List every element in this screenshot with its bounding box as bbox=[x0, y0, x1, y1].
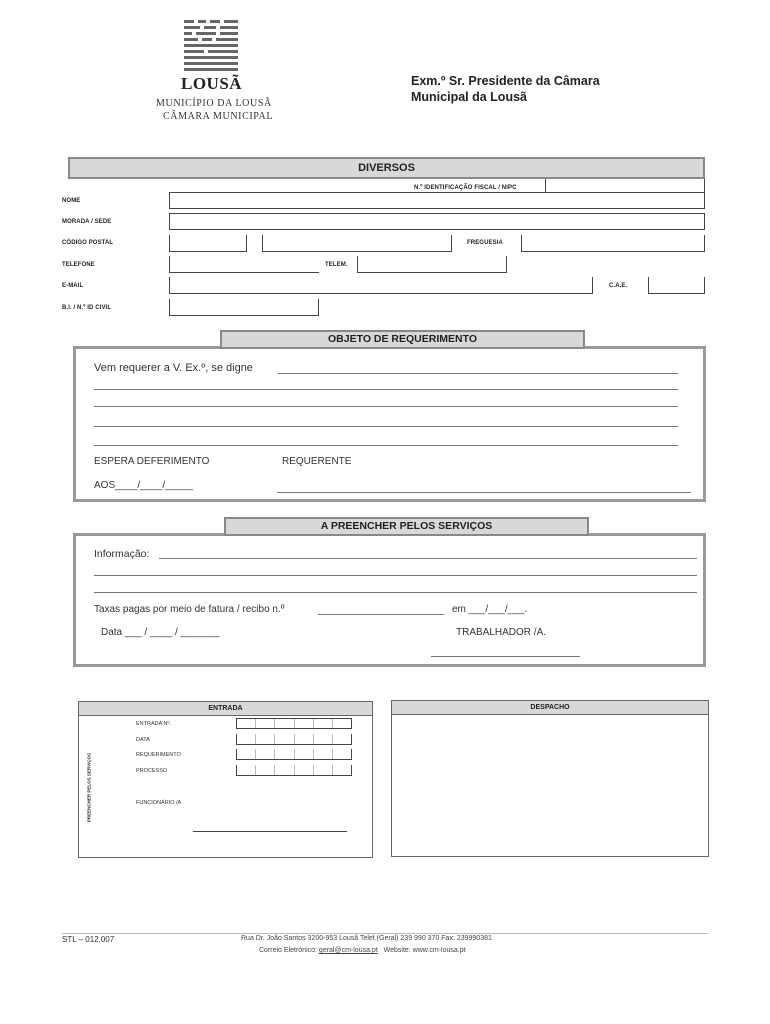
entrada-row-label-4: PROCESSO bbox=[136, 768, 168, 774]
entrada-cells-3[interactable] bbox=[236, 749, 352, 760]
funcionario-label: FUNCIONÁRIO /A bbox=[136, 800, 182, 806]
objeto-title: OBJETO DE REQUERIMENTO bbox=[220, 330, 585, 349]
footer-address: Rua Dr. João Santos 3200-953 Lousã Telef.(Geral) 239 990 370 Fax: 239990381 bbox=[241, 935, 492, 942]
funcionario-signature-line[interactable] bbox=[193, 831, 347, 832]
bi-label: B.I. / N.º ID CIVIL bbox=[62, 305, 112, 311]
addressee-line-1: Exm.º Sr. Presidente da Câmara bbox=[411, 74, 600, 88]
form-code: STL – 012.007 bbox=[62, 935, 115, 944]
morada-label: MORADA / SEDE bbox=[62, 219, 112, 225]
requerente-text: REQUERENTE bbox=[282, 456, 352, 467]
footer-email-link[interactable]: geral@cm-lousa.pt bbox=[318, 947, 378, 954]
requerimento-line-5[interactable] bbox=[94, 445, 678, 446]
recibo-line[interactable] bbox=[318, 614, 444, 615]
vem-requerer-text: Vem requerer a V. Ex.º, se digne bbox=[94, 362, 253, 374]
footer-divider bbox=[62, 933, 708, 934]
footer-email-prefix: Correio Eletrónico: bbox=[259, 947, 319, 954]
entrada-title: ENTRADA bbox=[79, 702, 372, 716]
entrada-side-label: PREENCHER PELOS SERVIÇOS bbox=[86, 752, 92, 823]
freguesia-label: FREGUESIA bbox=[467, 240, 503, 246]
despacho-title: DESPACHO bbox=[392, 701, 708, 715]
entrada-cells-2[interactable] bbox=[236, 734, 352, 745]
servicos-title: A PREENCHER PELOS SERVIÇOS bbox=[224, 517, 589, 536]
telefone-label: TELEFONE bbox=[62, 262, 95, 268]
aos-date-text[interactable]: AOS____/____/_____ bbox=[94, 480, 193, 491]
informacao-line-3[interactable] bbox=[94, 592, 697, 593]
em-date-text[interactable]: em ___/___/___. bbox=[452, 604, 528, 615]
informacao-line-1[interactable] bbox=[159, 558, 697, 559]
trabalhador-signature-line[interactable] bbox=[431, 656, 580, 657]
espera-deferimento-text: ESPERA DEFERIMENTO bbox=[94, 456, 210, 467]
requerimento-line-4[interactable] bbox=[94, 426, 678, 427]
email-label: E-MAIL bbox=[62, 283, 84, 289]
entrada-row-label-3: REQUERIMENTO bbox=[136, 752, 181, 758]
bi-field[interactable] bbox=[169, 299, 319, 316]
nif-field[interactable] bbox=[545, 179, 705, 193]
diversos-title: DIVERSOS bbox=[68, 157, 705, 179]
chamber-name: CÂMARA MUNICIPAL bbox=[163, 111, 274, 122]
informacao-text: Informação: bbox=[94, 548, 150, 560]
informacao-line-2[interactable] bbox=[94, 575, 697, 576]
telem-field[interactable] bbox=[357, 256, 507, 273]
nome-label: NOME bbox=[62, 198, 81, 204]
telem-label: TELEM. bbox=[325, 262, 348, 268]
municipality-name: MUNICÍPIO DA LOUSÃ bbox=[156, 98, 272, 109]
cae-label: C.A.E. bbox=[609, 283, 628, 289]
freguesia-field[interactable] bbox=[521, 235, 705, 252]
email-field[interactable] bbox=[169, 277, 593, 294]
footer-website: Website: www.cm-lousa.pt bbox=[377, 947, 466, 954]
addressee-line-2: Municipal da Lousã bbox=[411, 90, 527, 104]
codigo-postal-field-2[interactable] bbox=[262, 235, 452, 252]
requerente-signature-line[interactable] bbox=[277, 492, 691, 493]
nif-label: N.º IDENTIFICAÇÃO FISCAL / NIPC bbox=[414, 185, 517, 191]
lousa-logo-icon bbox=[182, 18, 244, 74]
entrada-cells-4[interactable] bbox=[236, 765, 352, 776]
data-text[interactable]: Data ___ / ____ / _______ bbox=[101, 627, 220, 638]
trabalhador-text: TRABALHADOR /A. bbox=[456, 627, 547, 638]
telefone-field[interactable] bbox=[169, 256, 319, 273]
entrada-row-label-1: ENTRADA Nº. bbox=[136, 721, 172, 727]
footer-contacts bbox=[259, 947, 466, 954]
requerimento-line-1[interactable] bbox=[278, 373, 678, 374]
codigo-postal-field-1[interactable] bbox=[169, 235, 247, 252]
requerimento-line-3[interactable] bbox=[94, 406, 678, 407]
servicos-frame bbox=[73, 533, 706, 667]
requerimento-line-2[interactable] bbox=[94, 389, 678, 390]
entrada-cells-1[interactable] bbox=[236, 718, 352, 729]
entrada-row-label-2: DATA bbox=[136, 737, 150, 743]
cae-field[interactable] bbox=[648, 277, 705, 294]
morada-field[interactable] bbox=[169, 213, 705, 230]
nome-field[interactable] bbox=[169, 192, 705, 209]
logo-text: LOUSÃ bbox=[181, 74, 243, 93]
codigo-postal-label: CÓDIGO POSTAL bbox=[62, 240, 114, 246]
despacho-box[interactable] bbox=[391, 700, 709, 857]
taxas-text: Taxas pagas por meio de fatura / recibo n.º bbox=[94, 604, 285, 615]
